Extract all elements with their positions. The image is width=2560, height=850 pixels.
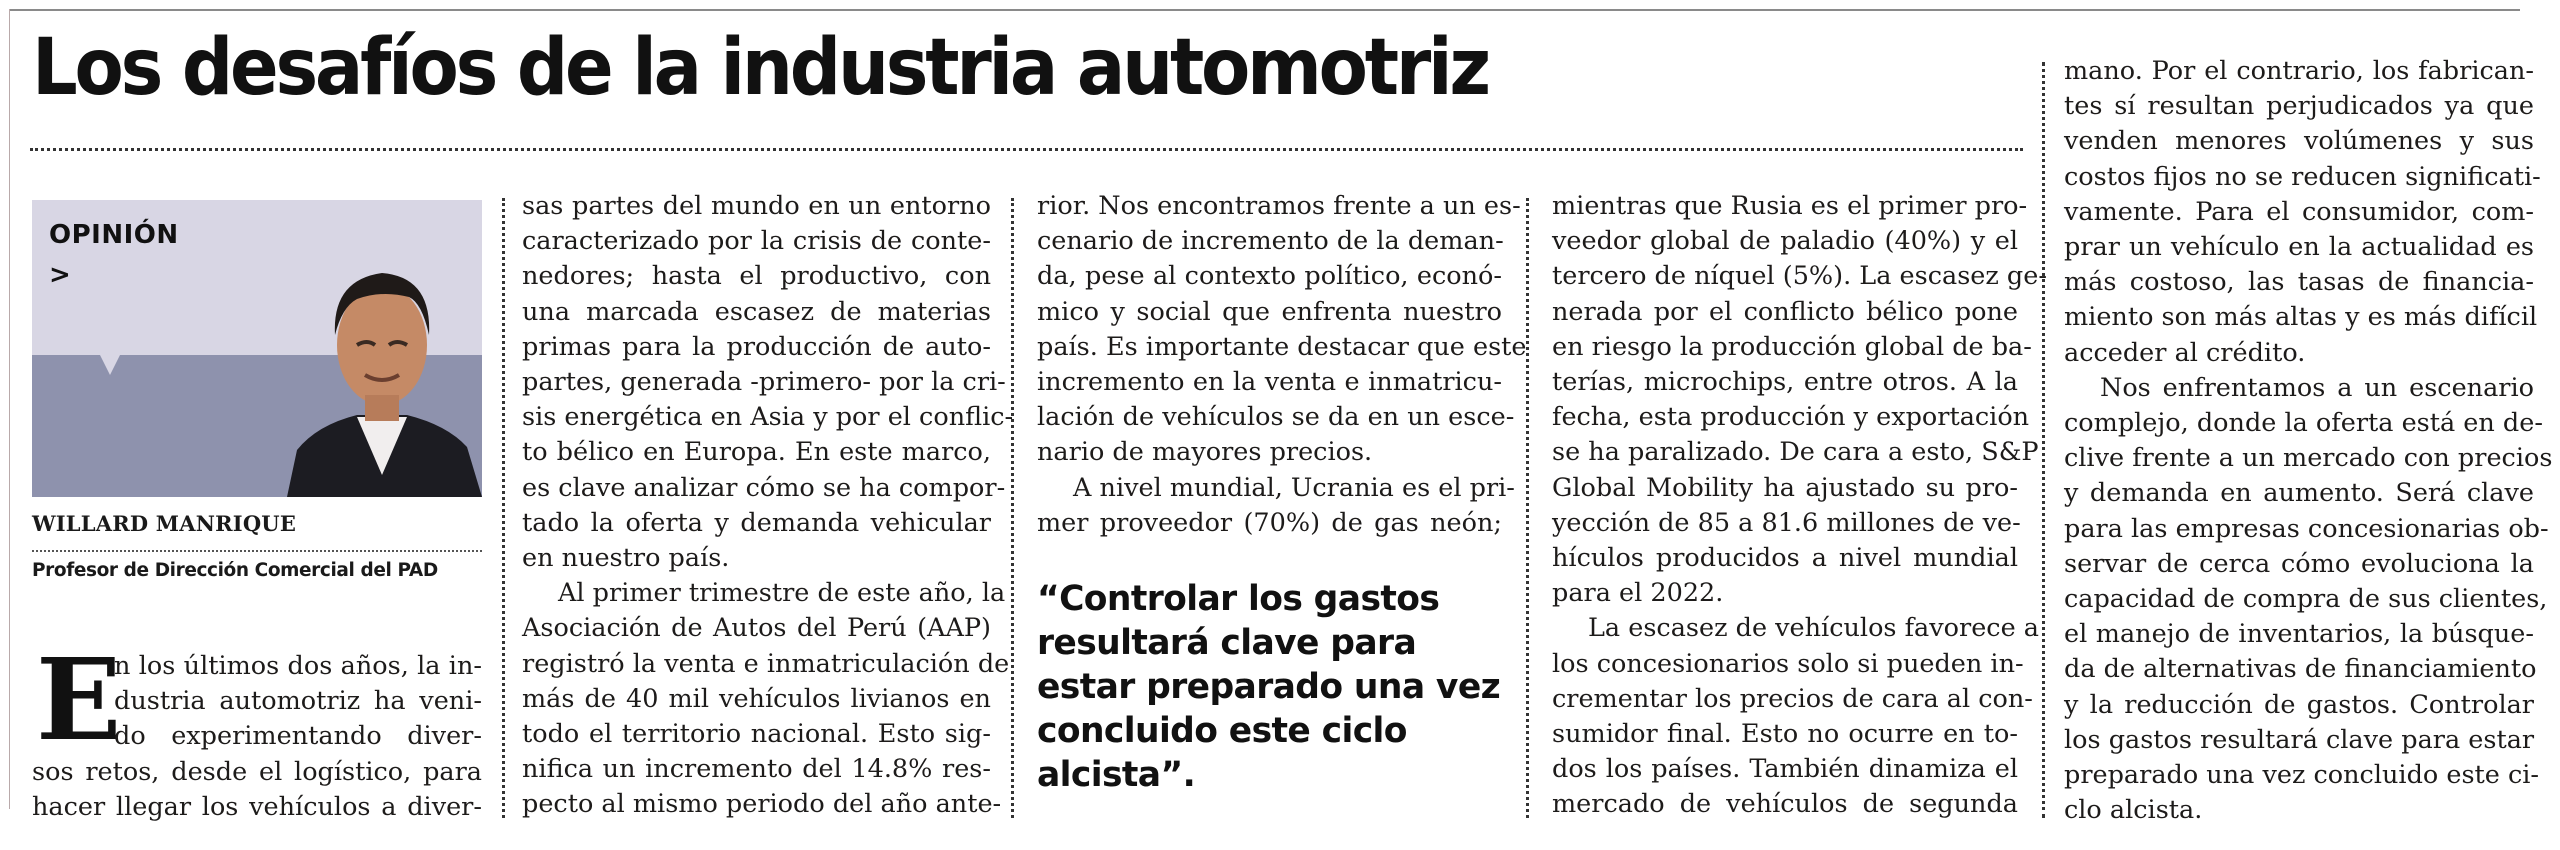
text-line: to bélico en Europa. En este marco, <box>522 437 991 468</box>
text-line: es clave analizar cómo se ha compor- <box>522 472 1006 503</box>
text-line: A nivel mundial, Ucrania es el pri- <box>1073 472 1515 503</box>
text-line: caracterizado por la crisis de conte- <box>522 226 991 257</box>
text-line: el manejo de inventarios, la búsque- <box>2064 619 2534 650</box>
author-dotted-rule <box>32 550 482 552</box>
text-line: mercado de vehículos de segunda <box>1552 789 2018 820</box>
article-headline: Los desafíos de la industria automotriz <box>32 23 1488 113</box>
text-line: incremento en la venta e inmatricu- <box>1037 367 1502 398</box>
column-5 <box>2064 54 2553 828</box>
pull-quote-line: estar preparado una vez <box>1037 667 1501 707</box>
column-4 <box>1552 189 2047 823</box>
headline-dotted-rule <box>30 148 2023 151</box>
text-line: mico y social que enfrenta nuestro <box>1037 296 1502 327</box>
section-label: OPINIÓN <box>49 220 179 250</box>
text-line: costos fijos no se reducen significati- <box>2064 161 2541 192</box>
text-line: una marcada escasez de materias <box>522 296 991 327</box>
column-divider <box>2042 62 2045 818</box>
text-line: tercero de níquel (5%). La escasez ge- <box>1552 261 2047 292</box>
text-line: miento son más altas y es más difícil <box>2064 302 2538 333</box>
text-line: nerada por el conflicto bélico pone <box>1552 296 2018 327</box>
text-line: capacidad de compra de sus clientes, <box>2064 584 2548 615</box>
text-line: nifica un incremento del 14.8% res- <box>522 754 991 785</box>
text-line: Asociación de Autos del Perú (AAP) <box>522 613 991 644</box>
column-divider <box>502 198 505 818</box>
text-line: mientras que Rusia es el primer pro- <box>1552 191 2028 221</box>
text-line: más de 40 mil vehículos livianos en <box>522 683 991 714</box>
text-line: mano. Por el contrario, los fabrican- <box>2064 56 2534 86</box>
text-line: fecha, esta producción y exportación <box>1552 402 2030 433</box>
author-portrait-icon <box>277 235 482 497</box>
text-line: hacer llegar los vehículos a diver- <box>32 791 482 822</box>
pull-quote-line: alcista”. <box>1037 755 1196 795</box>
column-2 <box>522 189 1014 823</box>
text-line: servar de cerca cómo evoluciona la <box>2064 548 2534 579</box>
text-line: da, pese al contexto político, econó- <box>1037 261 1502 292</box>
text-line: tado la oferta y demanda vehicular <box>522 507 991 538</box>
text-line: dustria automotriz ha veni- <box>114 686 482 717</box>
text-line: Nos enfrentamos a un escenario <box>2100 372 2534 403</box>
pull-quote-line: “Controlar los gastos <box>1037 579 1440 619</box>
column-3 <box>1037 189 1527 541</box>
text-line: todo el territorio nacional. Esto sig- <box>522 719 991 750</box>
text-line: acceder al crédito. <box>2064 337 2306 368</box>
pull-quote-line: resultará clave para <box>1037 623 1417 663</box>
drop-cap: E <box>36 635 122 766</box>
text-line: venden menores volúmenes y sus <box>2064 126 2534 157</box>
text-line: La escasez de vehículos favorece a <box>1588 613 2039 644</box>
text-line: primas para la producción de auto- <box>522 331 991 362</box>
text-line: en nuestro país. <box>522 543 730 574</box>
text-line: rior. Nos encontramos frente a un es- <box>1037 191 1521 221</box>
chevron-right-icon: > <box>49 260 71 290</box>
column-1-body <box>32 755 482 825</box>
text-line: los concesionarios solo si pueden in- <box>1552 648 2024 679</box>
text-line: cenario de incremento de la deman- <box>1037 226 1504 257</box>
text-line: preparado una vez concluido este ci- <box>2064 760 2540 791</box>
text-line: en riesgo la producción global de ba- <box>1552 331 2032 362</box>
author-role: Profesor de Dirección Comercial del PAD <box>32 560 438 581</box>
text-line: los gastos resultará clave para estar <box>2064 724 2535 755</box>
pull-quote <box>1037 577 1507 797</box>
page-top-rule <box>10 9 2520 11</box>
text-line: partes, generada -primero- por la cri- <box>522 367 1006 398</box>
text-line: do experimentando diver- <box>114 721 482 752</box>
text-line: n los últimos dos años, la in- <box>114 651 482 681</box>
text-line: mer proveedor (70%) de gas neón; <box>1037 507 1502 538</box>
author-name: WILLARD MANRIQUE <box>32 511 297 536</box>
text-line: sumidor final. Esto no ocurre en to- <box>1552 719 2018 750</box>
text-line: para el 2022. <box>1552 578 1724 609</box>
text-line: dos los países. También dinamiza el <box>1552 754 2018 785</box>
text-line: se ha paralizado. De cara a esto, S&P <box>1552 437 2039 468</box>
text-line: terías, microchips, entre otros. A la <box>1552 367 2018 398</box>
text-line: pecto al mismo periodo del año ante- <box>522 789 1002 820</box>
text-line: vamente. Para el consumidor, com- <box>2064 196 2534 227</box>
text-line: país. Es importante destacar que este <box>1037 331 1527 362</box>
pull-quote-line: concluido este ciclo <box>1037 711 1407 751</box>
text-line: y la reducción de gastos. Controlar <box>2064 689 2534 720</box>
text-line: Al primer trimestre de este año, la <box>558 578 1006 609</box>
text-line: y demanda en aumento. Será clave <box>2064 478 2534 509</box>
column-divider <box>1011 198 1014 818</box>
text-line: crementar los precios de cara al con- <box>1552 683 2033 714</box>
author-photo <box>32 200 482 497</box>
text-line: sis energética en Asia y por el conflic- <box>522 402 1014 433</box>
column-1-lead <box>114 649 482 755</box>
text-line: nario de mayores precios. <box>1037 437 1373 468</box>
text-line: tes sí resultan perjudicados ya que <box>2064 91 2534 122</box>
text-line: sos retos, desde el logístico, para <box>32 756 482 787</box>
text-line: prar un vehículo en la actualidad es <box>2064 232 2534 263</box>
column-divider <box>1526 198 1529 818</box>
text-line: veedor global de paladio (40%) y el <box>1552 226 2018 257</box>
text-line: hículos producidos a nivel mundial <box>1552 543 2018 574</box>
text-line: yección de 85 a 81.6 millones de ve- <box>1552 507 2021 538</box>
text-line: registró la venta e inmatriculación de <box>522 648 1010 679</box>
text-line: da de alternativas de financiamiento <box>2064 654 2537 685</box>
text-line: sas partes del mundo en un entorno <box>522 191 991 221</box>
text-line: clo alcista. <box>2064 795 2203 826</box>
text-line: clive frente a un mercado con precios <box>2064 443 2553 474</box>
text-line: más costoso, las tasas de financia- <box>2064 267 2534 298</box>
text-line: lación de vehículos se da en un esce- <box>1037 402 1515 433</box>
text-line: nedores; hasta el productivo, con <box>522 261 991 292</box>
page-left-rule <box>9 9 10 809</box>
text-line: Global Mobility ha ajustado su pro- <box>1552 472 2018 503</box>
text-line: complejo, donde la oferta está en de- <box>2064 408 2543 439</box>
text-line: para las empresas concesionarias ob- <box>2064 513 2549 544</box>
speech-bubble-notch <box>100 355 120 375</box>
